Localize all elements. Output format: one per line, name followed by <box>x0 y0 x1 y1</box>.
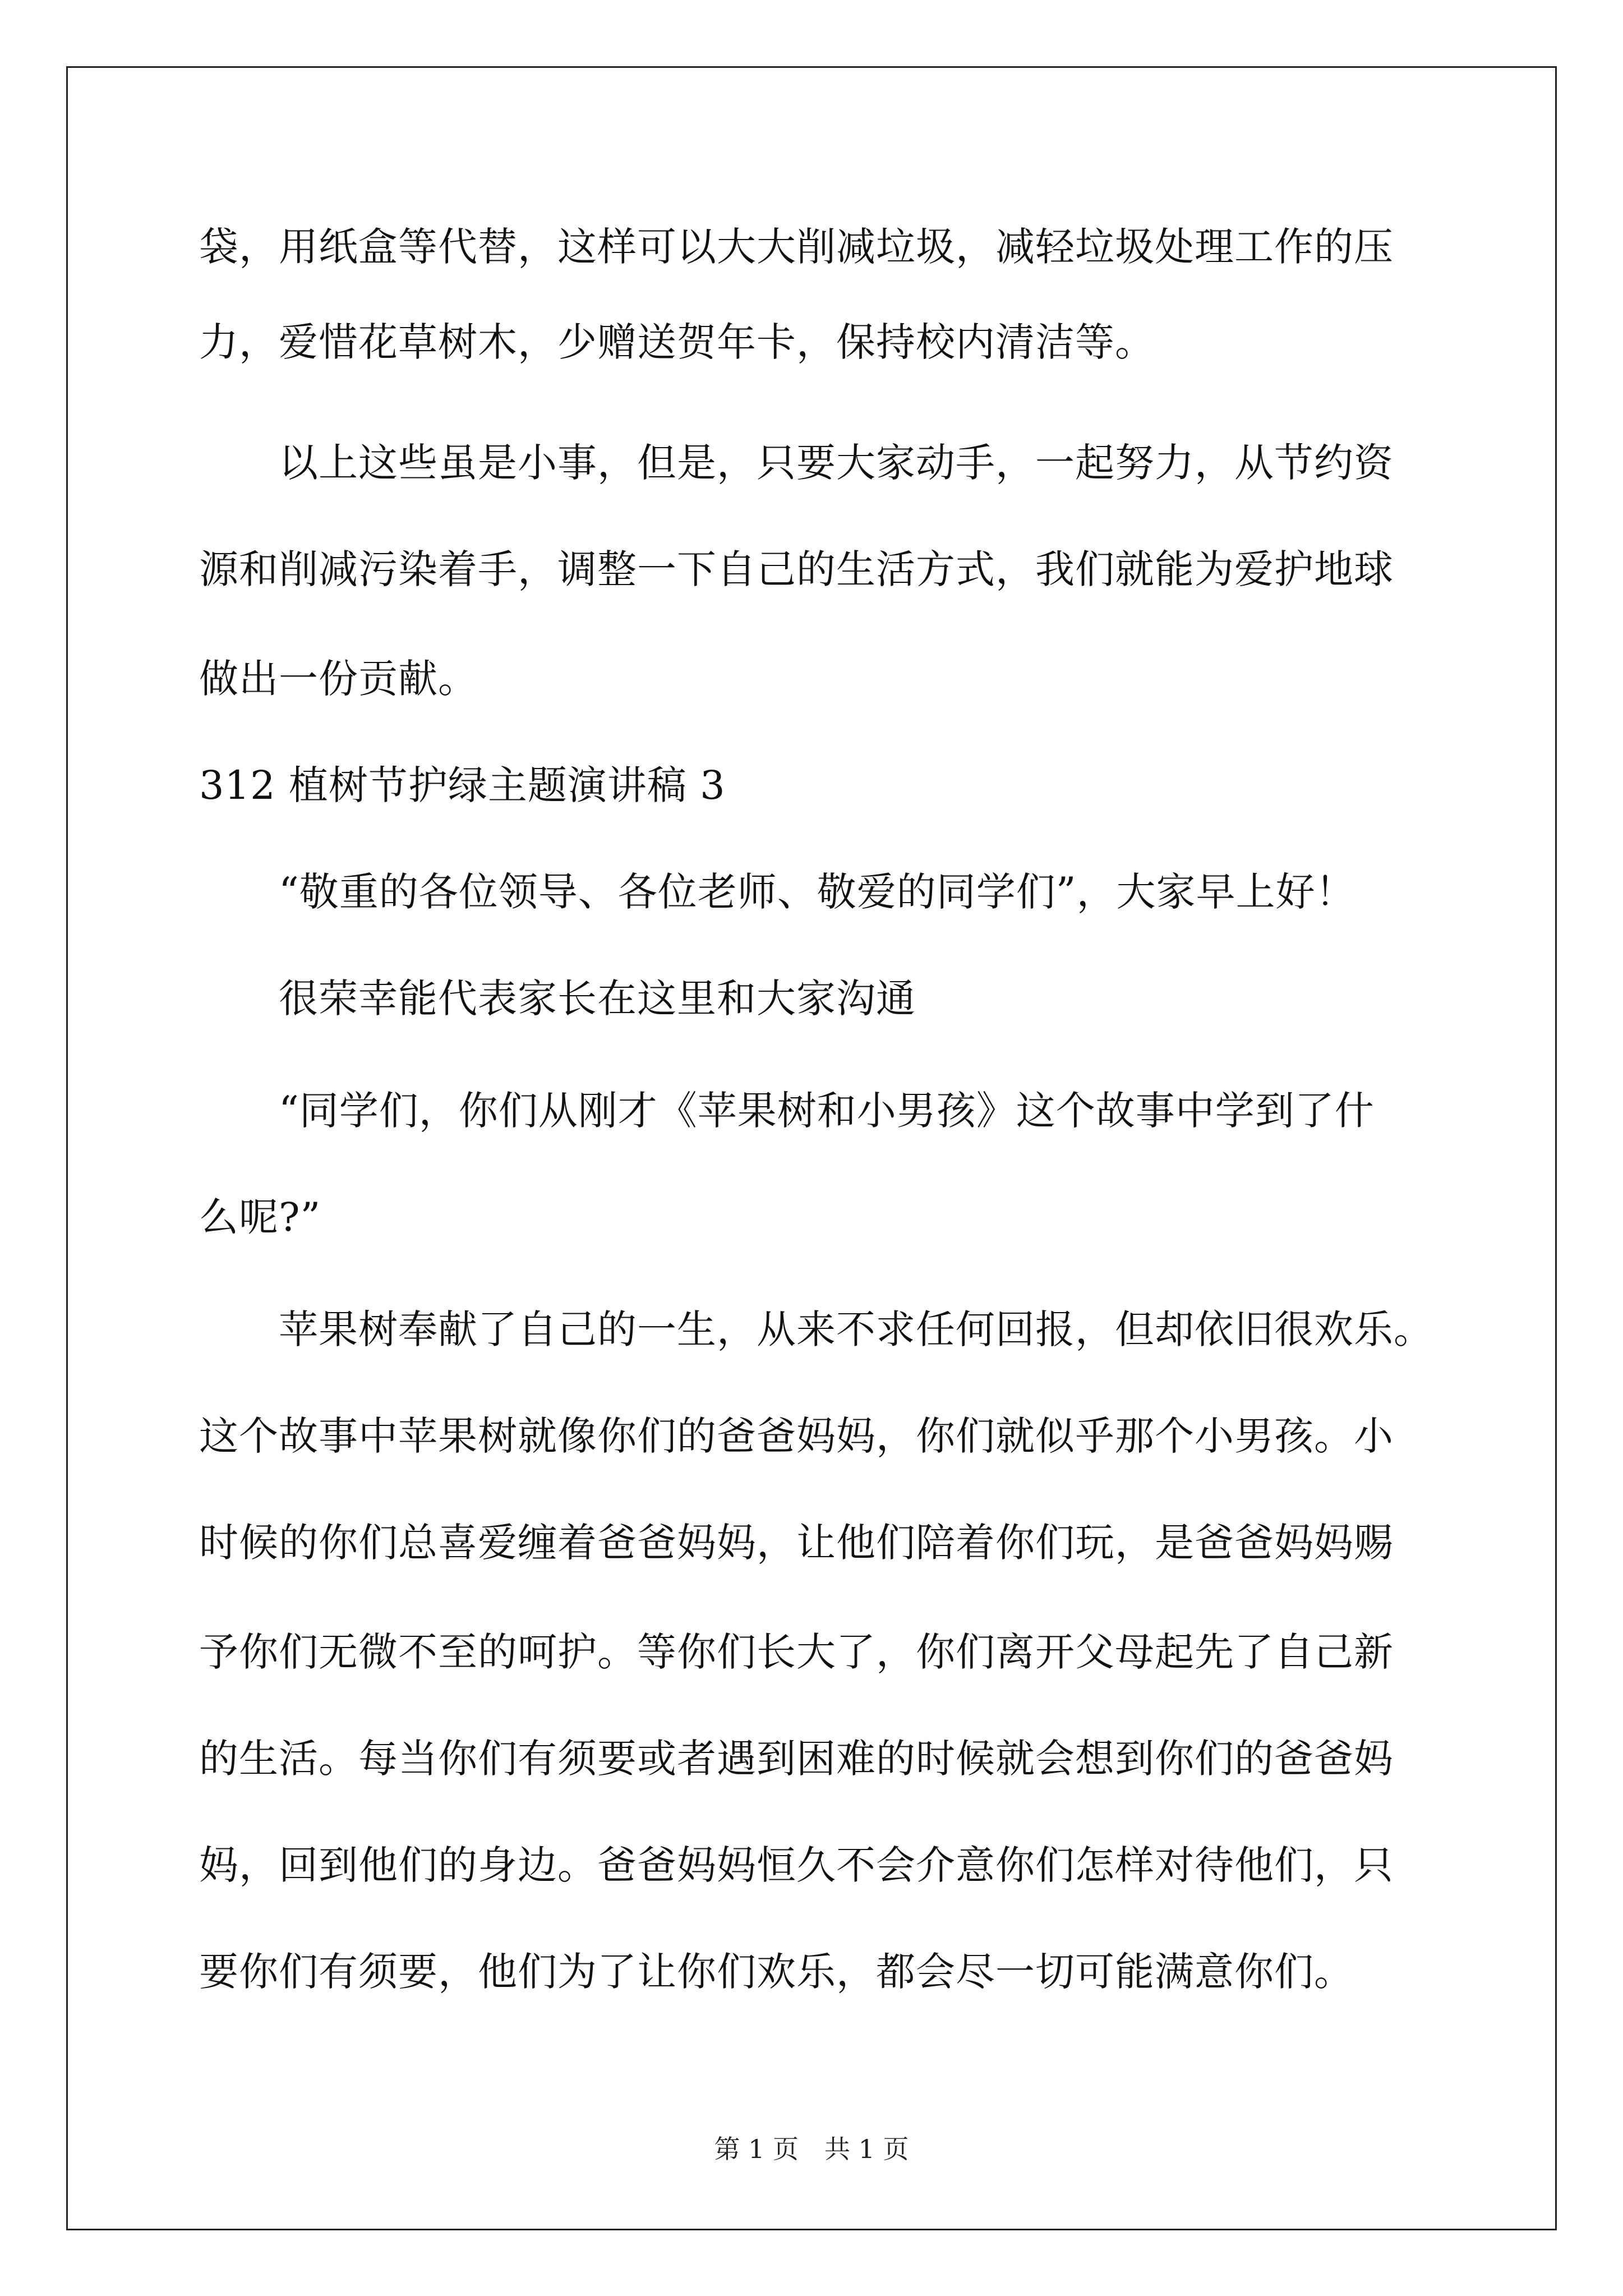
text-line: 源和削减污染着手，调整一下自己的生活方式，我们就能为爱护地球 <box>199 546 1394 592</box>
text-line: “同学们，你们从刚才《苹果树和小男孩》这个故事中学到了什 <box>199 1088 1375 1134</box>
text-line: “敬重的各位领导、各位老师、敬爱的同学们”，大家早上好！ <box>199 869 1355 915</box>
text-line: 妈，回到他们的身边。爸爸妈妈恒久不会介意你们怎样对待他们，只 <box>199 1842 1394 1888</box>
text-line: 做出一份贡献。 <box>199 656 478 702</box>
text-line: 这个故事中苹果树就像你们的爸爸妈妈，你们就似乎那个小男孩。小 <box>199 1413 1394 1459</box>
text-line: 么呢?” <box>199 1194 321 1240</box>
text-line: 予你们无微不至的呵护。等你们长大了，你们离开父母起先了自己新 <box>199 1629 1394 1675</box>
text-line: 时候的你们总喜爱缠着爸爸妈妈，让他们陪着你们玩，是爸爸妈妈赐 <box>199 1520 1394 1566</box>
text-line: 袋，用纸盒等代替，这样可以大大削减垃圾，减轻垃圾处理工作的压 <box>199 224 1394 270</box>
text-line: 要你们有须要，他们为了让你们欢乐，都会尽一切可能满意你们。 <box>199 1949 1354 1995</box>
text-line: 以上这些虽是小事，但是，只要大家动手，一起努力，从节约资 <box>199 440 1394 486</box>
page-footer: 第 1 页 共 1 页 <box>714 2134 909 2164</box>
text-line: 苹果树奉献了自己的一生，从来不求任何回报，但却依旧很欢乐。 <box>199 1306 1433 1352</box>
text-line: 力，爱惜花草树木，少赠送贺年卡，保持校内清洁等。 <box>199 319 1155 365</box>
text-line: 很荣幸能代表家长在这里和大家沟通 <box>199 976 916 1022</box>
section-heading: 312 植树节护绿主题演讲稿 3 <box>199 762 726 808</box>
text-line: 的生活。每当你们有须要或者遇到困难的时候就会想到你们的爸爸妈 <box>199 1736 1394 1782</box>
page-border <box>66 66 1557 2230</box>
